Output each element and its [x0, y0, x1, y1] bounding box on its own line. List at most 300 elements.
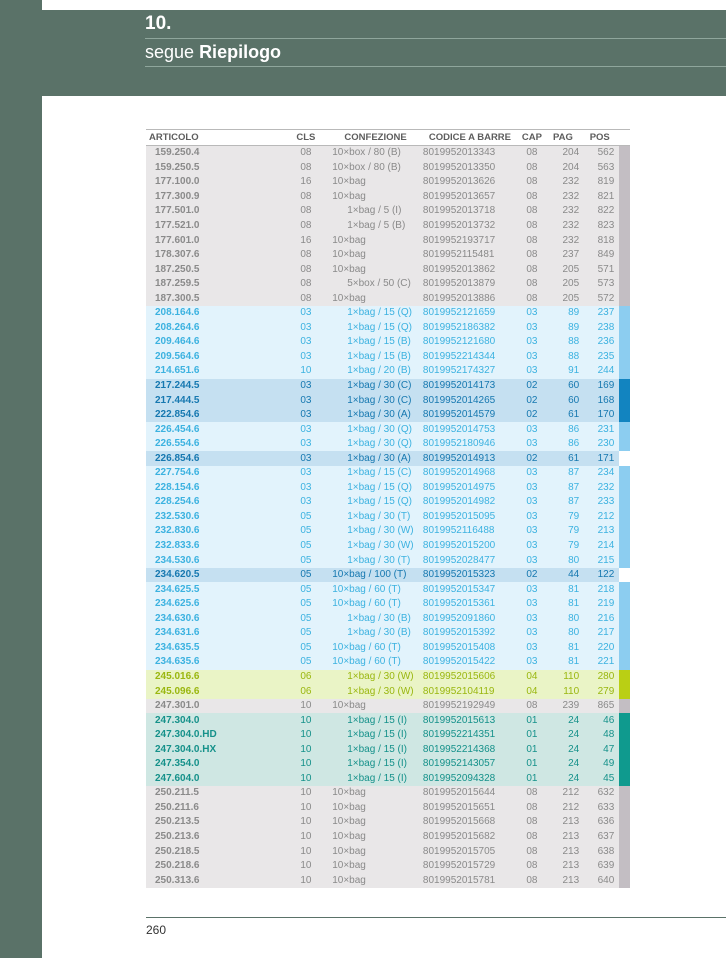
cell-pag: 81 [547, 597, 585, 612]
cell-cls: 03 [285, 335, 328, 350]
cell-codice-a-barre: 8019952174327 [419, 364, 517, 379]
cell-codice-a-barre: 8019952180946 [419, 437, 517, 452]
cell-pag: 80 [547, 612, 585, 627]
group-color-marker [619, 510, 630, 525]
cell-pos: 865 [585, 699, 619, 714]
cell-articolo: 208.264.6 [146, 321, 285, 336]
cell-cap: 02 [517, 408, 547, 423]
cell-articolo: 177.300.9 [146, 190, 285, 205]
cell-codice-a-barre: 8019952015200 [419, 539, 517, 554]
table-row [146, 699, 630, 714]
cell-articolo: 250.213.5 [146, 815, 285, 830]
cell-codice-a-barre: 8019952013718 [419, 204, 517, 219]
cell-articolo: 250.213.6 [146, 830, 285, 845]
cell-articolo: 177.501.0 [146, 204, 285, 219]
cell-confezione: 1×bag / 30 (Q) [327, 422, 419, 437]
group-color-marker [619, 713, 630, 728]
cell-confezione: 1×bag / 15 (Q) [327, 481, 419, 496]
cell-pag: 61 [547, 408, 585, 423]
table-row [146, 612, 630, 627]
cell-articolo: 177.601.0 [146, 233, 285, 248]
cell-cap: 08 [517, 699, 547, 714]
cell-pos: 171 [585, 451, 619, 466]
group-color-marker [619, 539, 630, 554]
cell-codice-a-barre: 8019952013350 [419, 161, 517, 176]
cell-confezione: 10×bag [327, 262, 419, 277]
cell-pos: 562 [585, 146, 619, 161]
cell-confezione: 1×bag / 30 (W) [327, 670, 419, 685]
cell-pos: 819 [585, 175, 619, 190]
cell-pag: 88 [547, 335, 585, 350]
cell-cls: 10 [285, 772, 328, 787]
cell-pag: 81 [547, 655, 585, 670]
column-header-pos: POS [585, 130, 619, 146]
cell-pos: 233 [585, 495, 619, 510]
cell-pos: 45 [585, 772, 619, 787]
cell-pag: 213 [547, 859, 585, 874]
cell-cap: 03 [517, 335, 547, 350]
cell-codice-a-barre: 8019952186382 [419, 321, 517, 336]
chapter-title-prefix: segue [145, 42, 195, 62]
cell-pag: 79 [547, 539, 585, 554]
cell-confezione: 1×bag / 15 (I) [327, 757, 419, 772]
cell-confezione: 10×bag [327, 248, 419, 263]
cell-confezione: 1×bag / 15 (Q) [327, 321, 419, 336]
group-color-marker [619, 553, 630, 568]
cell-articolo: 226.554.6 [146, 437, 285, 452]
group-color-marker [619, 670, 630, 685]
cell-pos: 47 [585, 742, 619, 757]
group-color-marker [619, 248, 630, 263]
table-row [146, 306, 630, 321]
cell-codice-a-barre: 8019952121659 [419, 306, 517, 321]
group-color-marker [619, 815, 630, 830]
cell-cls: 10 [285, 757, 328, 772]
cell-pos: 639 [585, 859, 619, 874]
cell-articolo: 222.854.6 [146, 408, 285, 423]
cell-pos: 218 [585, 582, 619, 597]
chapter-title [145, 42, 281, 63]
cell-pos: 212 [585, 510, 619, 525]
cell-articolo: 247.304.0 [146, 713, 285, 728]
cell-codice-a-barre: 8019952015682 [419, 830, 517, 845]
cell-pag: 232 [547, 233, 585, 248]
cell-cls: 03 [285, 306, 328, 321]
cell-confezione: 1×bag / 15 (I) [327, 742, 419, 757]
cell-confezione: 1×bag / 15 (I) [327, 772, 419, 787]
cell-pos: 168 [585, 393, 619, 408]
cell-pos: 632 [585, 786, 619, 801]
cell-confezione: 10×box / 80 (B) [327, 146, 419, 161]
cell-cls: 05 [285, 641, 328, 656]
cell-pos: 633 [585, 801, 619, 816]
cell-confezione: 1×bag / 5 (I) [327, 204, 419, 219]
cell-cap: 08 [517, 146, 547, 161]
group-color-marker [619, 219, 630, 234]
cell-pag: 24 [547, 772, 585, 787]
cell-articolo: 234.631.6 [146, 626, 285, 641]
cell-codice-a-barre: 8019952014968 [419, 466, 517, 481]
cell-cap: 01 [517, 757, 547, 772]
cell-pag: 87 [547, 495, 585, 510]
cell-cap: 08 [517, 859, 547, 874]
cell-pos: 231 [585, 422, 619, 437]
cell-pag: 239 [547, 699, 585, 714]
table-row [146, 859, 630, 874]
cell-confezione: 1×bag / 30 (B) [327, 626, 419, 641]
table-row [146, 597, 630, 612]
cell-articolo: 250.313.6 [146, 873, 285, 888]
cell-cls: 08 [285, 248, 328, 263]
column-header-group-marker [619, 130, 630, 146]
group-color-marker [619, 437, 630, 452]
cell-confezione: 1×bag / 30 (C) [327, 379, 419, 394]
cell-confezione: 1×bag / 20 (B) [327, 364, 419, 379]
cell-cls: 10 [285, 873, 328, 888]
cell-cap: 03 [517, 612, 547, 627]
cell-pos: 214 [585, 539, 619, 554]
cell-pos: 280 [585, 670, 619, 685]
table-row [146, 262, 630, 277]
cell-pag: 232 [547, 175, 585, 190]
cell-confezione: 10×bag [327, 801, 419, 816]
cell-pag: 81 [547, 582, 585, 597]
cell-articolo: 247.301.0 [146, 699, 285, 714]
cell-cap: 03 [517, 422, 547, 437]
cell-codice-a-barre: 8019952015644 [419, 786, 517, 801]
cell-cap: 01 [517, 772, 547, 787]
cell-confezione: 10×bag [327, 233, 419, 248]
cell-pag: 232 [547, 219, 585, 234]
cell-confezione: 10×bag / 60 (T) [327, 597, 419, 612]
cell-cls: 10 [285, 844, 328, 859]
cell-codice-a-barre: 8019952104119 [419, 684, 517, 699]
cell-codice-a-barre: 8019952214368 [419, 742, 517, 757]
cell-articolo: 247.604.0 [146, 772, 285, 787]
cell-articolo: 226.854.6 [146, 451, 285, 466]
cell-pos: 636 [585, 815, 619, 830]
cell-pos: 244 [585, 364, 619, 379]
cell-pag: 88 [547, 350, 585, 365]
cell-confezione: 10×box / 80 (B) [327, 161, 419, 176]
cell-cap: 03 [517, 481, 547, 496]
table-row [146, 364, 630, 379]
cell-cap: 03 [517, 495, 547, 510]
cell-pag: 80 [547, 553, 585, 568]
table-row [146, 553, 630, 568]
group-color-marker [619, 379, 630, 394]
cell-articolo: 177.100.0 [146, 175, 285, 190]
cell-pag: 205 [547, 277, 585, 292]
cell-cap: 08 [517, 262, 547, 277]
group-color-marker [619, 277, 630, 292]
table-row [146, 146, 630, 161]
cell-codice-a-barre: 8019952013886 [419, 291, 517, 306]
cell-pag: 205 [547, 291, 585, 306]
cell-cap: 03 [517, 437, 547, 452]
table-row [146, 219, 630, 234]
table-row [146, 393, 630, 408]
cell-pag: 80 [547, 626, 585, 641]
table-row [146, 670, 630, 685]
chapter-title-main: Riepilogo [199, 42, 282, 62]
cell-pag: 213 [547, 830, 585, 845]
cell-codice-a-barre: 8019952115481 [419, 248, 517, 263]
cell-pos: 234 [585, 466, 619, 481]
cell-articolo: 227.754.6 [146, 466, 285, 481]
table-row [146, 335, 630, 350]
cell-articolo: 232.833.6 [146, 539, 285, 554]
page-number: 260 [146, 923, 167, 937]
table-row [146, 248, 630, 263]
summary-table [146, 129, 630, 888]
group-color-marker [619, 422, 630, 437]
group-color-marker [619, 582, 630, 597]
cell-pos: 822 [585, 204, 619, 219]
cell-articolo: 234.625.6 [146, 597, 285, 612]
cell-confezione: 1×bag / 30 (W) [327, 524, 419, 539]
cell-pos: 46 [585, 713, 619, 728]
group-color-marker [619, 335, 630, 350]
chapter-header [42, 10, 726, 96]
table-row [146, 437, 630, 452]
cell-articolo: 232.830.6 [146, 524, 285, 539]
cell-articolo: 247.354.0 [146, 757, 285, 772]
cell-articolo: 226.454.6 [146, 422, 285, 437]
table-row [146, 801, 630, 816]
group-color-marker [619, 451, 630, 466]
cell-cls: 05 [285, 626, 328, 641]
cell-cap: 08 [517, 815, 547, 830]
cell-codice-a-barre: 8019952013732 [419, 219, 517, 234]
cell-confezione: 10×bag / 100 (T) [327, 568, 419, 583]
cell-pag: 205 [547, 262, 585, 277]
cell-cls: 03 [285, 393, 328, 408]
cell-articolo: 214.651.6 [146, 364, 285, 379]
table-row [146, 873, 630, 888]
cell-cls: 08 [285, 262, 328, 277]
cell-articolo: 250.211.5 [146, 786, 285, 801]
table-row [146, 742, 630, 757]
group-color-marker [619, 641, 630, 656]
group-color-marker [619, 524, 630, 539]
cell-confezione: 5×box / 50 (C) [327, 277, 419, 292]
cell-confezione: 10×bag [327, 830, 419, 845]
cell-pos: 279 [585, 684, 619, 699]
table-row [146, 422, 630, 437]
cell-codice-a-barre: 8019952214344 [419, 350, 517, 365]
cell-articolo: 228.254.6 [146, 495, 285, 510]
cell-confezione: 10×bag / 60 (T) [327, 655, 419, 670]
cell-pag: 79 [547, 524, 585, 539]
cell-pos: 818 [585, 233, 619, 248]
cell-pos: 849 [585, 248, 619, 263]
cell-codice-a-barre: 8019952013626 [419, 175, 517, 190]
cell-codice-a-barre: 8019952014753 [419, 422, 517, 437]
group-color-marker [619, 466, 630, 481]
cell-cls: 05 [285, 524, 328, 539]
cell-cap: 08 [517, 277, 547, 292]
table-row [146, 451, 630, 466]
cell-codice-a-barre: 8019952015347 [419, 582, 517, 597]
cell-codice-a-barre: 8019952013879 [419, 277, 517, 292]
cell-codice-a-barre: 8019952192949 [419, 699, 517, 714]
cell-pag: 232 [547, 204, 585, 219]
cell-codice-a-barre: 8019952121680 [419, 335, 517, 350]
cell-pos: 48 [585, 728, 619, 743]
cell-confezione: 10×bag [327, 175, 419, 190]
cell-cap: 08 [517, 161, 547, 176]
cell-cls: 10 [285, 786, 328, 801]
column-header-cap: CAP [517, 130, 547, 146]
cell-articolo: 187.300.5 [146, 291, 285, 306]
cell-pos: 821 [585, 190, 619, 205]
cell-confezione: 1×bag / 30 (T) [327, 510, 419, 525]
cell-codice-a-barre: 8019952015408 [419, 641, 517, 656]
cell-pag: 44 [547, 568, 585, 583]
cell-pag: 79 [547, 510, 585, 525]
group-color-marker [619, 786, 630, 801]
cell-pag: 87 [547, 481, 585, 496]
table-body [146, 146, 630, 888]
cell-codice-a-barre: 8019952214351 [419, 728, 517, 743]
cell-cap: 03 [517, 655, 547, 670]
cell-codice-a-barre: 8019952116488 [419, 524, 517, 539]
group-color-marker [619, 655, 630, 670]
group-color-marker [619, 859, 630, 874]
cell-cap: 04 [517, 670, 547, 685]
group-color-marker [619, 612, 630, 627]
cell-codice-a-barre: 8019952015392 [419, 626, 517, 641]
table-row [146, 204, 630, 219]
table-header-row [146, 130, 630, 146]
cell-cls: 08 [285, 277, 328, 292]
cell-codice-a-barre: 8019952014913 [419, 451, 517, 466]
cell-codice-a-barre: 8019952014975 [419, 481, 517, 496]
table-row [146, 684, 630, 699]
cell-pag: 24 [547, 757, 585, 772]
cell-cls: 05 [285, 612, 328, 627]
table-row [146, 291, 630, 306]
cell-cls: 08 [285, 291, 328, 306]
cell-codice-a-barre: 8019952193717 [419, 233, 517, 248]
cell-codice-a-barre: 8019952015781 [419, 873, 517, 888]
cell-pos: 637 [585, 830, 619, 845]
cell-pag: 212 [547, 786, 585, 801]
cell-articolo: 209.464.6 [146, 335, 285, 350]
cell-articolo: 217.444.5 [146, 393, 285, 408]
cell-cls: 08 [285, 219, 328, 234]
cell-cap: 08 [517, 204, 547, 219]
cell-cap: 03 [517, 510, 547, 525]
cell-articolo: 234.630.6 [146, 612, 285, 627]
cell-articolo: 159.250.4 [146, 146, 285, 161]
cell-confezione: 10×bag [327, 786, 419, 801]
cell-cap: 03 [517, 582, 547, 597]
cell-cls: 10 [285, 728, 328, 743]
cell-cls: 08 [285, 161, 328, 176]
cell-cls: 03 [285, 481, 328, 496]
cell-cls: 10 [285, 742, 328, 757]
cell-pag: 86 [547, 437, 585, 452]
cell-cap: 08 [517, 190, 547, 205]
table-row [146, 539, 630, 554]
cell-codice-a-barre: 8019952014173 [419, 379, 517, 394]
cell-articolo: 209.564.6 [146, 350, 285, 365]
cell-cls: 08 [285, 146, 328, 161]
cell-confezione: 1×bag / 30 (C) [327, 393, 419, 408]
cell-cls: 05 [285, 553, 328, 568]
cell-pag: 24 [547, 713, 585, 728]
table-row [146, 728, 630, 743]
cell-articolo: 245.016.6 [146, 670, 285, 685]
cell-pag: 89 [547, 306, 585, 321]
cell-articolo: 234.620.5 [146, 568, 285, 583]
cell-cls: 03 [285, 350, 328, 365]
cell-cap: 08 [517, 786, 547, 801]
cell-cap: 08 [517, 801, 547, 816]
cell-cls: 03 [285, 408, 328, 423]
cell-pag: 24 [547, 728, 585, 743]
cell-cls: 03 [285, 379, 328, 394]
column-header-codice: CODICE A BARRE [419, 130, 517, 146]
column-header-pag: PAG [547, 130, 585, 146]
cell-cap: 08 [517, 175, 547, 190]
cell-confezione: 10×bag / 60 (T) [327, 582, 419, 597]
cell-articolo: 234.635.6 [146, 655, 285, 670]
table-row [146, 713, 630, 728]
table-row [146, 757, 630, 772]
cell-cap: 03 [517, 641, 547, 656]
cell-pag: 87 [547, 466, 585, 481]
cell-cls: 03 [285, 466, 328, 481]
cell-cls: 08 [285, 190, 328, 205]
cell-confezione: 1×bag / 15 (Q) [327, 306, 419, 321]
cell-cls: 03 [285, 422, 328, 437]
cell-cap: 03 [517, 364, 547, 379]
cell-articolo: 217.244.5 [146, 379, 285, 394]
cell-codice-a-barre: 8019952013862 [419, 262, 517, 277]
cell-codice-a-barre: 8019952143057 [419, 757, 517, 772]
table-row [146, 350, 630, 365]
cell-codice-a-barre: 8019952028477 [419, 553, 517, 568]
group-color-marker [619, 728, 630, 743]
cell-cap: 03 [517, 321, 547, 336]
cell-confezione: 1×bag / 30 (W) [327, 539, 419, 554]
group-color-marker [619, 364, 630, 379]
header-divider [145, 66, 726, 67]
cell-cls: 10 [285, 364, 328, 379]
cell-cls: 05 [285, 539, 328, 554]
cell-cls: 16 [285, 175, 328, 190]
cell-pag: 213 [547, 873, 585, 888]
cell-confezione: 10×bag [327, 815, 419, 830]
cell-articolo: 208.164.6 [146, 306, 285, 321]
chapter-number: 10. [145, 13, 172, 34]
cell-pag: 91 [547, 364, 585, 379]
cell-codice-a-barre: 8019952014579 [419, 408, 517, 423]
cell-cap: 03 [517, 626, 547, 641]
cell-cls: 08 [285, 204, 328, 219]
table-row [146, 379, 630, 394]
cell-articolo: 177.521.0 [146, 219, 285, 234]
table-row [146, 277, 630, 292]
cell-pos: 217 [585, 626, 619, 641]
cell-articolo: 159.250.5 [146, 161, 285, 176]
cell-cls: 10 [285, 713, 328, 728]
cell-pos: 563 [585, 161, 619, 176]
cell-confezione: 1×bag / 30 (B) [327, 612, 419, 627]
